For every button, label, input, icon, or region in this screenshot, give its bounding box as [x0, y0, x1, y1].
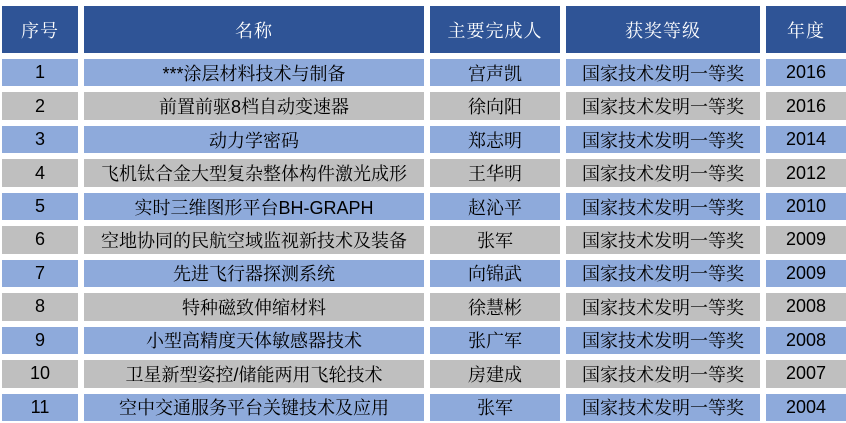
cell-award: 国家技术发明一等奖 [563, 156, 763, 189]
cell-completer: 赵沁平 [427, 190, 563, 223]
cell-award: 国家技术发明一等奖 [563, 290, 763, 323]
table-row [1, 190, 846, 223]
cell-name: 空中交通服务平台关键技术及应用 [81, 391, 427, 422]
table-row [1, 324, 846, 357]
table-row [1, 257, 846, 290]
cell-completer: 郑志明 [427, 123, 563, 156]
cell-name: 小型高精度天体敏感器技术 [81, 324, 427, 357]
cell-year: 2007 [763, 357, 846, 390]
cell-completer: 徐慧彬 [427, 290, 563, 323]
cell-year: 2016 [763, 89, 846, 122]
cell-year: 2016 [763, 56, 846, 89]
cell-completer: 徐向阳 [427, 89, 563, 122]
cell-index: 8 [1, 290, 81, 323]
header-row [1, 3, 846, 56]
cell-award: 国家技术发明一等奖 [563, 56, 763, 89]
table-row [1, 391, 846, 422]
table-row [1, 223, 846, 256]
table-row [1, 56, 846, 89]
cell-name: 卫星新型姿控/储能两用飞轮技术 [81, 357, 427, 390]
cell-index: 3 [1, 123, 81, 156]
cell-completer: 向锦武 [427, 257, 563, 290]
cell-index: 9 [1, 324, 81, 357]
cell-index: 1 [1, 56, 81, 89]
column-header-year: 年度 [763, 3, 846, 56]
cell-award: 国家技术发明一等奖 [563, 357, 763, 390]
cell-award: 国家技术发明一等奖 [563, 89, 763, 122]
cell-name: 前置前驱8档自动变速器 [81, 89, 427, 122]
cell-year: 2004 [763, 391, 846, 422]
cell-index: 7 [1, 257, 81, 290]
cell-index: 6 [1, 223, 81, 256]
column-header-name: 名称 [81, 3, 427, 56]
table-row [1, 89, 846, 122]
cell-award: 国家技术发明一等奖 [563, 123, 763, 156]
cell-name: 动力学密码 [81, 123, 427, 156]
cell-year: 2010 [763, 190, 846, 223]
table-row [1, 357, 846, 390]
cell-index: 10 [1, 357, 81, 390]
table-row [1, 156, 846, 189]
cell-year: 2008 [763, 290, 846, 323]
cell-year: 2009 [763, 223, 846, 256]
cell-index: 11 [1, 391, 81, 422]
cell-completer: 王华明 [427, 156, 563, 189]
cell-year: 2008 [763, 324, 846, 357]
cell-name: 空地协同的民航空域监视新技术及装备 [81, 223, 427, 256]
cell-year: 2009 [763, 257, 846, 290]
cell-completer: 张军 [427, 223, 563, 256]
cell-completer: 房建成 [427, 357, 563, 390]
cell-award: 国家技术发明一等奖 [563, 391, 763, 422]
cell-award: 国家技术发明一等奖 [563, 324, 763, 357]
cell-name: 飞机钛合金大型复杂整体构件激光成形 [81, 156, 427, 189]
table-row [1, 290, 846, 323]
cell-name: 特种磁致伸缩材料 [81, 290, 427, 323]
cell-award: 国家技术发明一等奖 [563, 257, 763, 290]
cell-name: ***涂层材料技术与制备 [81, 56, 427, 89]
cell-year: 2014 [763, 123, 846, 156]
cell-index: 2 [1, 89, 81, 122]
column-header-completer: 主要完成人 [427, 3, 563, 56]
cell-award: 国家技术发明一等奖 [563, 190, 763, 223]
column-header-index: 序号 [1, 3, 81, 56]
cell-completer: 张广军 [427, 324, 563, 357]
cell-name: 实时三维图形平台BH-GRAPH [81, 190, 427, 223]
cell-name: 先进飞行器探测系统 [81, 257, 427, 290]
table-row [1, 123, 846, 156]
cell-completer: 宫声凯 [427, 56, 563, 89]
cell-index: 4 [1, 156, 81, 189]
cell-index: 5 [1, 190, 81, 223]
cell-year: 2012 [763, 156, 846, 189]
cell-award: 国家技术发明一等奖 [563, 223, 763, 256]
column-header-award: 获奖等级 [563, 3, 763, 56]
cell-completer: 张军 [427, 391, 563, 422]
